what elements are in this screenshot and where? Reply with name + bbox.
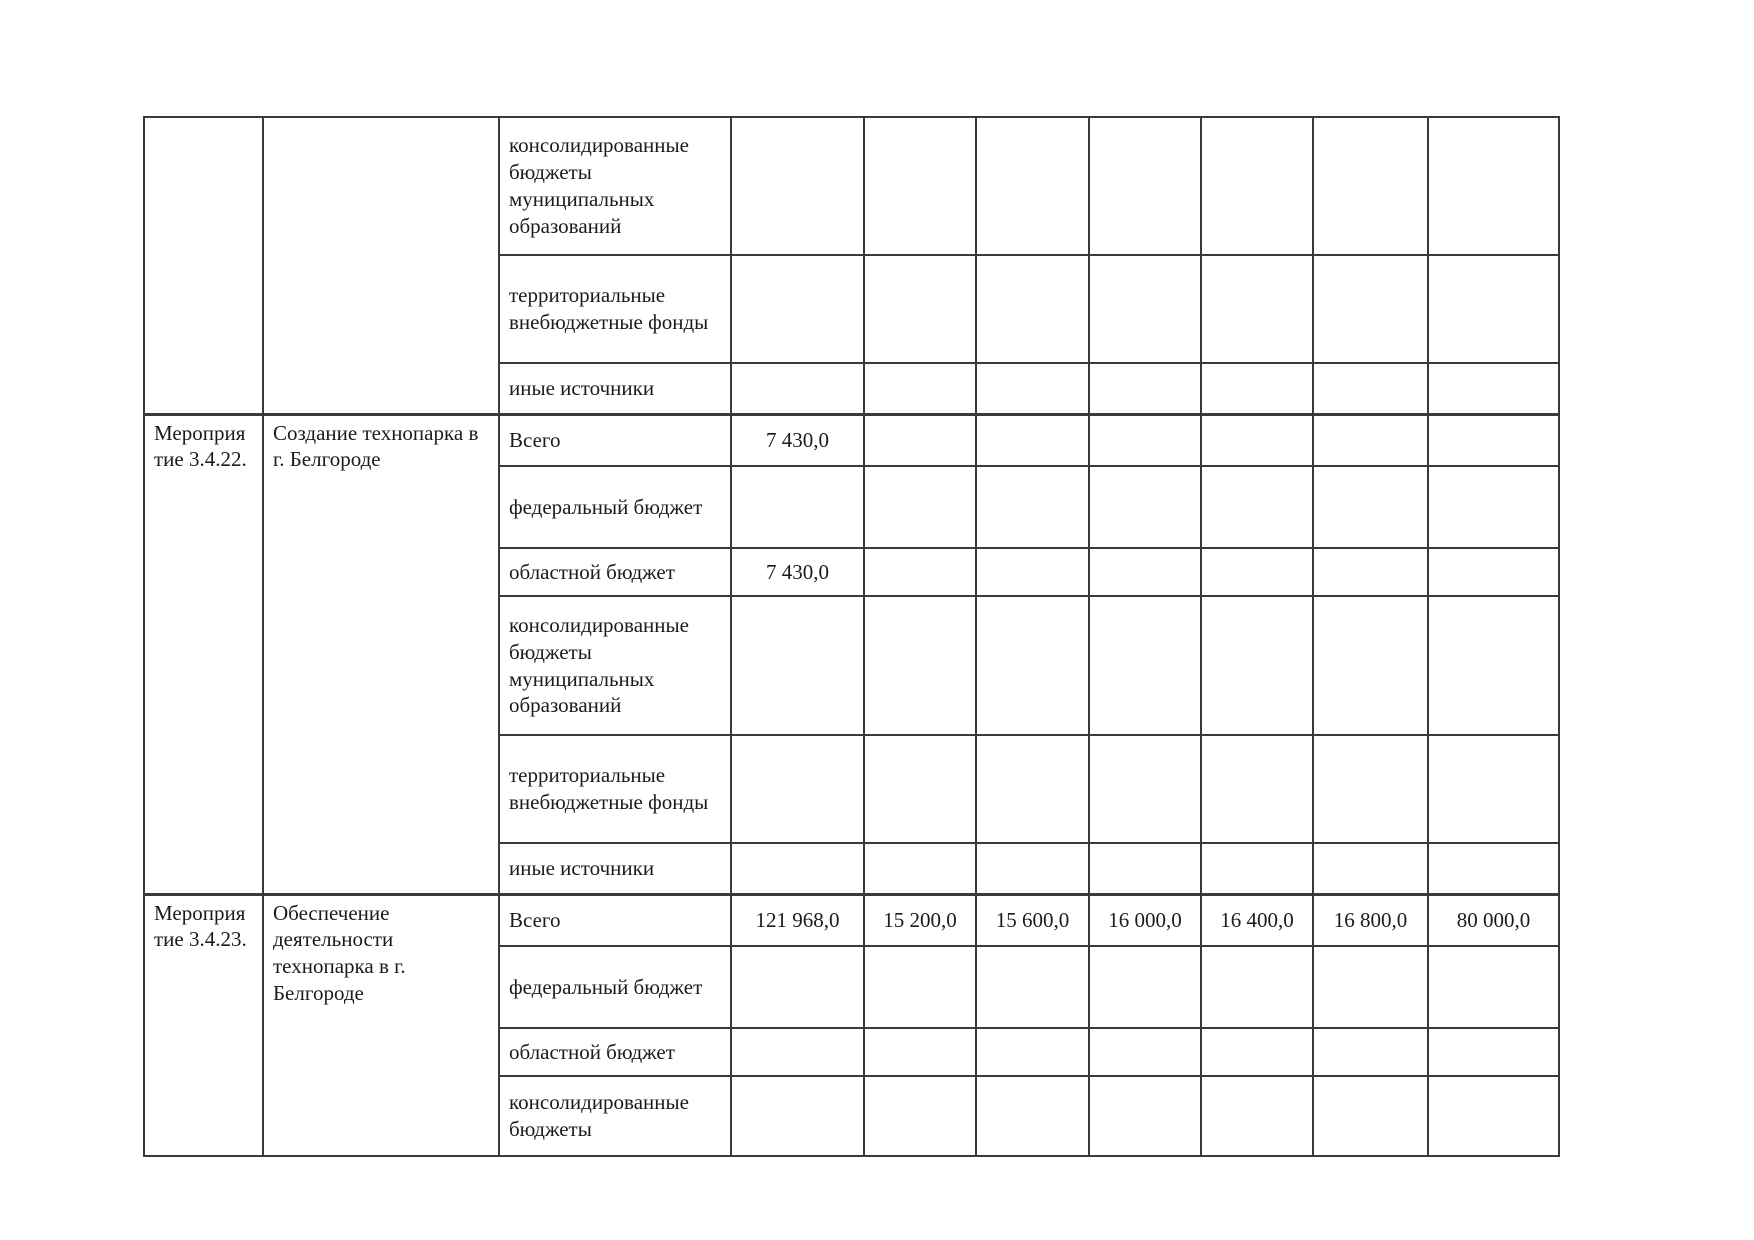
item-id-cell: Мероприятие 3.4.22.: [144, 414, 263, 894]
budget-source-cell: территориальные внебюджетные фонды: [499, 255, 731, 363]
item-name-cell: Создание технопарка в г. Белгороде: [263, 414, 499, 894]
value-cell: [1313, 414, 1428, 466]
value-cell: [1089, 735, 1201, 843]
budget-table-body: [144, 117, 1559, 1156]
value-cell: [864, 596, 976, 735]
value-cell: [976, 946, 1089, 1028]
value-cell: [731, 363, 864, 414]
item-id-cell: [144, 117, 263, 414]
value-cell: [864, 363, 976, 414]
value-cell: [731, 596, 864, 735]
value-cell: [731, 466, 864, 548]
value-cell: [1089, 946, 1201, 1028]
value-cell: [864, 466, 976, 548]
table-row: [144, 414, 1559, 466]
value-cell: [1428, 117, 1559, 255]
value-cell: [1201, 363, 1313, 414]
item-name-cell: [263, 117, 499, 414]
value-cell: [976, 414, 1089, 466]
value-cell: [1428, 596, 1559, 735]
budget-source-cell: Всего: [499, 414, 731, 466]
value-cell: [1428, 255, 1559, 363]
value-cell: [1313, 1076, 1428, 1156]
value-cell: [1428, 946, 1559, 1028]
value-cell: [1201, 117, 1313, 255]
value-cell: [864, 548, 976, 596]
item-id-cell: Мероприятие 3.4.23.: [144, 894, 263, 1156]
value-cell: [1089, 414, 1201, 466]
value-cell: [1089, 363, 1201, 414]
value-cell: [1201, 255, 1313, 363]
value-cell: [976, 1076, 1089, 1156]
value-cell: [1428, 735, 1559, 843]
value-cell: [864, 843, 976, 894]
value-cell: 16 800,0: [1313, 894, 1428, 946]
budget-table: [143, 116, 1560, 1157]
budget-source-cell: федеральный бюджет: [499, 466, 731, 548]
value-cell: [1313, 363, 1428, 414]
value-cell: [1089, 117, 1201, 255]
value-cell: [731, 117, 864, 255]
value-cell: [1313, 117, 1428, 255]
value-cell: [976, 548, 1089, 596]
value-cell: [731, 843, 864, 894]
table-row: [144, 117, 1559, 255]
value-cell: 80 000,0: [1428, 894, 1559, 946]
value-cell: [1428, 363, 1559, 414]
value-cell: 16 000,0: [1089, 894, 1201, 946]
value-cell: [976, 596, 1089, 735]
value-cell: [1089, 548, 1201, 596]
value-cell: [864, 255, 976, 363]
budget-source-cell: консолидированные бюджеты: [499, 1076, 731, 1156]
value-cell: [731, 946, 864, 1028]
value-cell: [1313, 596, 1428, 735]
value-cell: [1313, 255, 1428, 363]
value-cell: [1201, 596, 1313, 735]
value-cell: [1428, 1028, 1559, 1076]
value-cell: [864, 1076, 976, 1156]
value-cell: [1428, 1076, 1559, 1156]
value-cell: [1313, 466, 1428, 548]
value-cell: [976, 363, 1089, 414]
value-cell: [1089, 843, 1201, 894]
value-cell: 16 400,0: [1201, 894, 1313, 946]
budget-source-cell: иные источники: [499, 843, 731, 894]
value-cell: [1089, 255, 1201, 363]
value-cell: 7 430,0: [731, 414, 864, 466]
value-cell: 15 200,0: [864, 894, 976, 946]
value-cell: [1089, 1028, 1201, 1076]
value-cell: [1201, 466, 1313, 548]
value-cell: [864, 735, 976, 843]
value-cell: [1201, 548, 1313, 596]
value-cell: [976, 843, 1089, 894]
value-cell: [1201, 1076, 1313, 1156]
value-cell: [731, 1076, 864, 1156]
table-row: [144, 894, 1559, 946]
budget-source-cell: областной бюджет: [499, 1028, 731, 1076]
value-cell: [864, 1028, 976, 1076]
budget-source-cell: областной бюджет: [499, 548, 731, 596]
value-cell: [976, 735, 1089, 843]
value-cell: 15 600,0: [976, 894, 1089, 946]
value-cell: [1313, 946, 1428, 1028]
value-cell: [1201, 946, 1313, 1028]
value-cell: [731, 1028, 864, 1076]
value-cell: [1428, 843, 1559, 894]
value-cell: [1201, 414, 1313, 466]
budget-source-cell: иные источники: [499, 363, 731, 414]
value-cell: [1089, 1076, 1201, 1156]
value-cell: [1201, 843, 1313, 894]
value-cell: [976, 466, 1089, 548]
budget-source-cell: консолидированные бюджеты муниципальных образований: [499, 596, 731, 735]
value-cell: [976, 117, 1089, 255]
budget-source-cell: консолидированные бюджеты муниципальных образований: [499, 117, 731, 255]
value-cell: [1313, 1028, 1428, 1076]
value-cell: [1201, 735, 1313, 843]
value-cell: [976, 255, 1089, 363]
item-name-cell: Обеспечение деятельности технопарка в г. Белгороде: [263, 894, 499, 1156]
budget-source-cell: Всего: [499, 894, 731, 946]
budget-source-cell: федеральный бюджет: [499, 946, 731, 1028]
value-cell: [864, 117, 976, 255]
value-cell: [1428, 466, 1559, 548]
value-cell: [731, 735, 864, 843]
value-cell: [864, 946, 976, 1028]
value-cell: [976, 1028, 1089, 1076]
value-cell: [1089, 466, 1201, 548]
value-cell: [1313, 735, 1428, 843]
value-cell: [1428, 548, 1559, 596]
value-cell: [731, 255, 864, 363]
value-cell: 121 968,0: [731, 894, 864, 946]
value-cell: [1089, 596, 1201, 735]
value-cell: [1313, 548, 1428, 596]
value-cell: [1428, 414, 1559, 466]
budget-source-cell: территориальные внебюджетные фонды: [499, 735, 731, 843]
value-cell: [864, 414, 976, 466]
value-cell: [1313, 843, 1428, 894]
value-cell: [1201, 1028, 1313, 1076]
value-cell: 7 430,0: [731, 548, 864, 596]
